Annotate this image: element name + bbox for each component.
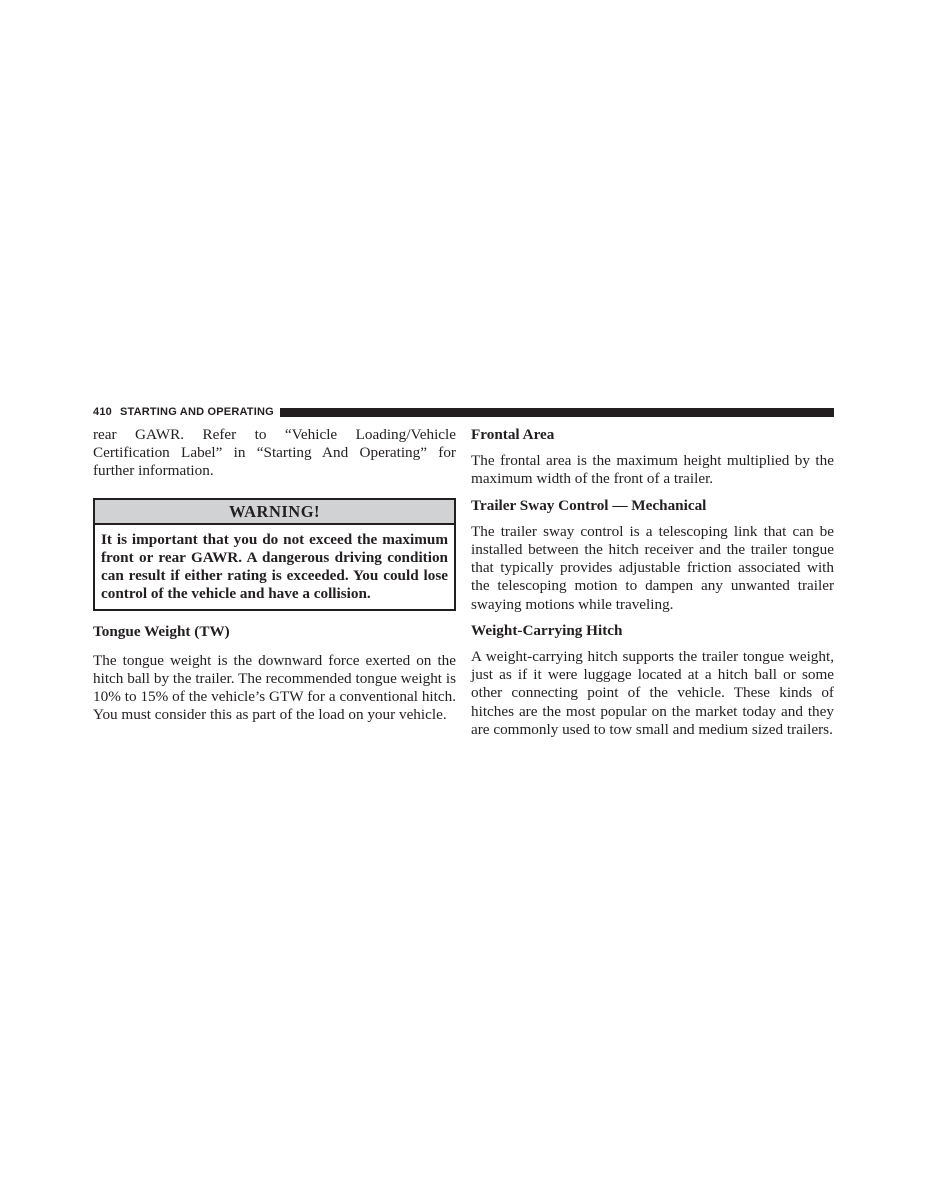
weight-carrying-hitch-paragraph: A weight-carrying hitch supports the trailer tongue weight, just as if it were luggage located at a hitch ball or some other connecting point of the vehicle. These kinds of hitches are the most popular on the market today and they are commonly used to tow small and medium sized trailers.	[471, 648, 834, 738]
intro-paragraph: rear GAWR. Refer to “Vehicle Loading/Vehicle Certification Label” in “Starting And Operating” for further information.	[93, 426, 456, 480]
warning-text: It is important that you do not exceed the maximum front or rear GAWR. A dangerous driving condition can result if either rating is exceeded. You could lose control of the vehicle and have a collision.	[101, 530, 448, 603]
header-rule	[280, 408, 834, 417]
left-column	[93, 426, 456, 724]
right-column	[471, 426, 834, 739]
warning-title: WARNING!	[95, 500, 454, 525]
warning-box	[93, 498, 456, 612]
tongue-weight-paragraph: The tongue weight is the downward force exerted on the hitch ball by the trailer. The recommended tongue weight is 10% to 15% of the vehicle’s GTW for a conventional hitch. You must consider this as part of the load on your vehicle.	[93, 651, 456, 724]
trailer-sway-paragraph: The trailer sway control is a telescoping link that can be installed between the hitch receiver and the trailer tongue that typically provides adjustable friction associated with the telescoping motion to dampen any unwanted trailer swaying motions while traveling.	[471, 522, 834, 613]
trailer-sway-heading: Trailer Sway Control — Mechanical	[471, 496, 707, 514]
page-header	[93, 405, 834, 419]
section-title: STARTING AND OPERATING	[119, 406, 274, 418]
frontal-area-heading: Frontal Area	[471, 426, 555, 443]
frontal-area-paragraph: The frontal area is the maximum height multiplied by the maximum width of the front of a trailer.	[471, 452, 834, 488]
weight-carrying-hitch-heading: Weight-Carrying Hitch	[471, 621, 623, 639]
page-number: 410	[93, 406, 112, 418]
tongue-weight-heading: Tongue Weight (TW)	[93, 623, 230, 641]
